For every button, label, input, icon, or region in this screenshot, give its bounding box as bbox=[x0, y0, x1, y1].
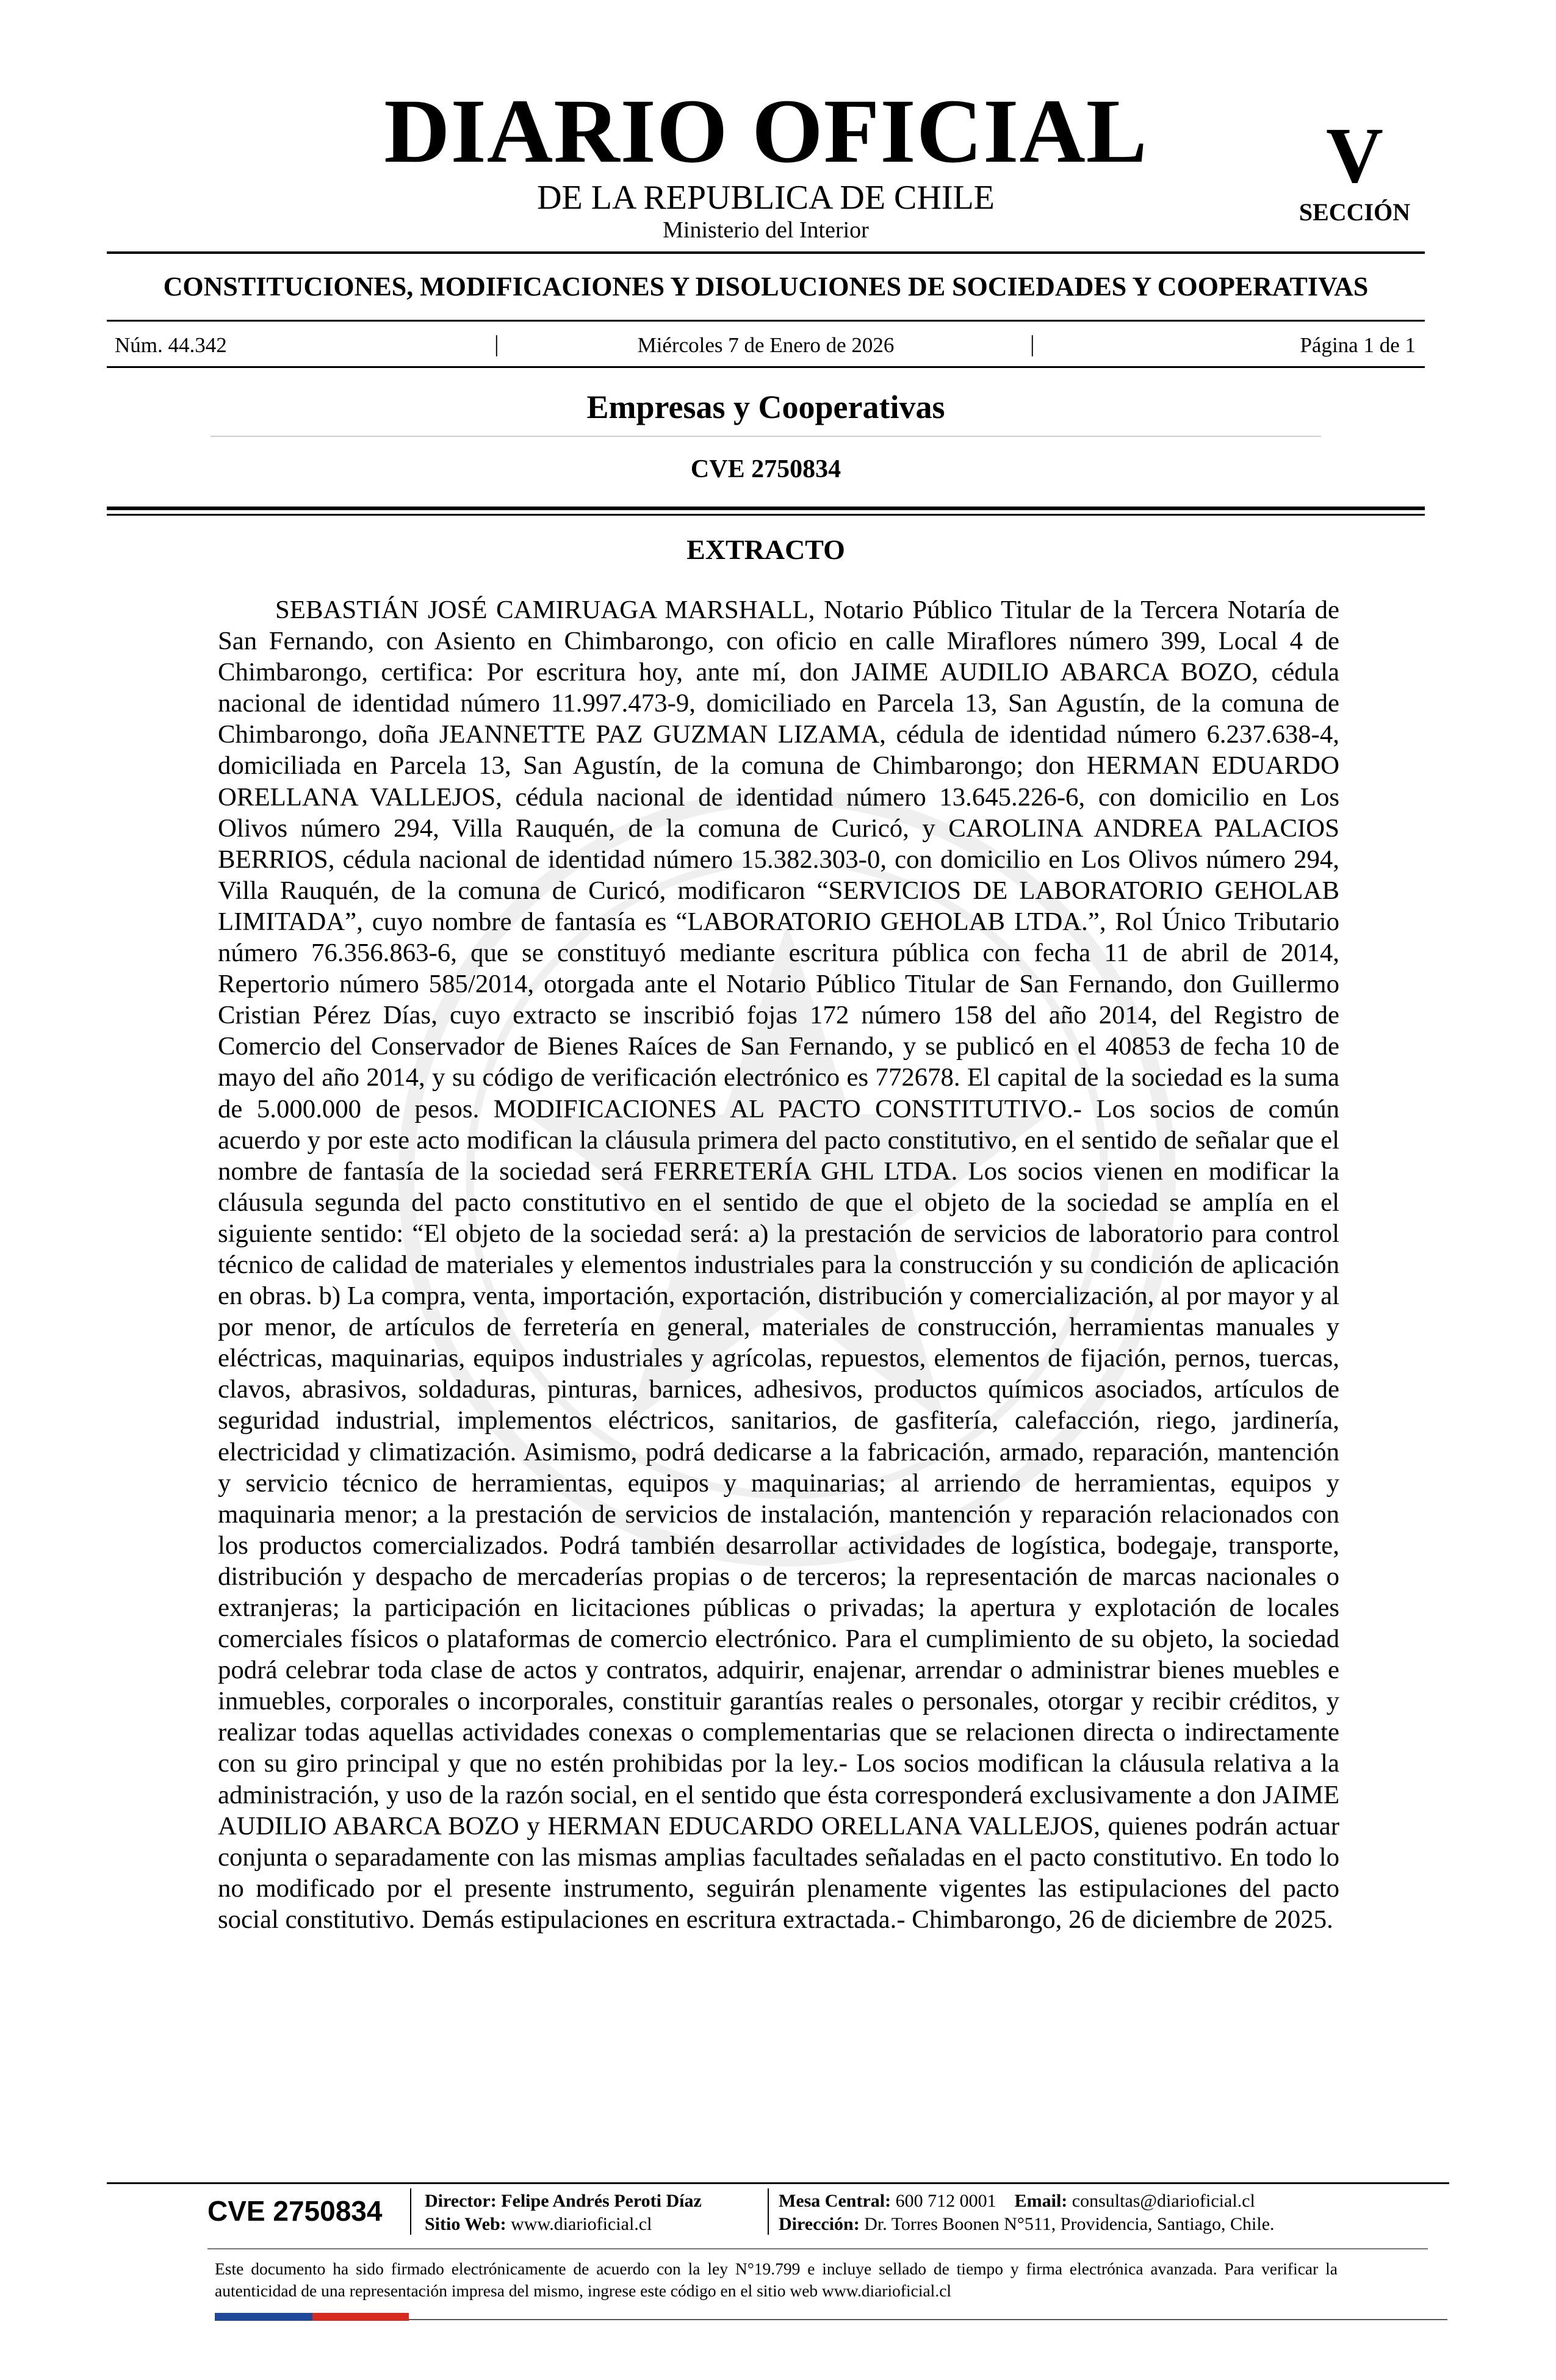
masthead-ministry: Ministerio del Interior bbox=[663, 217, 869, 243]
footer-website bbox=[425, 2213, 702, 2236]
footer-director bbox=[425, 2190, 702, 2213]
masthead-subtitle: DE LA REPUBLICA DE CHILE bbox=[537, 179, 995, 217]
flag-red-segment bbox=[312, 2313, 409, 2321]
issue-separator: | bbox=[494, 331, 499, 357]
divider bbox=[107, 251, 1425, 254]
divider bbox=[211, 436, 1321, 437]
footer-notice: Este documento ha sido firmado electrónicamente de acuerdo con la ley N°19.799 e incluye sellado de tiempo y firma electrónica avanzada. Para verificar la autenticidad de una representación impresa del mismo, ingrese este código en el sitio web www.diarioficial.cl bbox=[215, 2259, 1338, 2300]
document-heading: EXTRACTO bbox=[686, 534, 845, 565]
section-letter: V bbox=[1326, 112, 1383, 200]
flag-blue-segment bbox=[215, 2313, 312, 2321]
address-label: Dirección: bbox=[779, 2214, 860, 2234]
website-label: Sitio Web: bbox=[425, 2214, 506, 2234]
footer-divider bbox=[207, 2248, 1428, 2249]
category-title: CONSTITUCIONES, MODIFICACIONES Y DISOLUCIONES DE SOCIEDADES Y COOPERATIVAS bbox=[163, 272, 1369, 301]
address-value: Dr. Torres Boonen N°511, Providencia, Santiago, Chile. bbox=[864, 2214, 1275, 2234]
cve-code: CVE 2750834 bbox=[690, 455, 841, 483]
email-link[interactable]: consultas@diarioficial.cl bbox=[1072, 2191, 1255, 2211]
divider bbox=[107, 514, 1425, 516]
footer-separator bbox=[410, 2188, 411, 2235]
issue-date: Miércoles 7 de Enero de 2026 bbox=[637, 333, 895, 357]
footer-phone-email bbox=[779, 2190, 1275, 2213]
subsection-title: Empresas y Cooperativas bbox=[586, 389, 945, 425]
flag-color-bar bbox=[215, 2313, 409, 2321]
issue-page: Página 1 de 1 bbox=[1300, 333, 1416, 357]
divider bbox=[107, 320, 1425, 322]
footer-contact-left bbox=[425, 2190, 702, 2236]
section-label: SECCIÓN bbox=[1298, 198, 1411, 226]
phone-value: 600 712 0001 bbox=[895, 2191, 996, 2211]
footer-contact-right bbox=[779, 2190, 1275, 2236]
email-label: Email: bbox=[1014, 2191, 1068, 2211]
footer-address bbox=[779, 2213, 1275, 2236]
divider bbox=[107, 507, 1425, 510]
director-value: Felipe Andrés Peroti Díaz bbox=[501, 2191, 702, 2211]
masthead-title: DIARIO OFICIAL bbox=[384, 81, 1148, 182]
footer-divider bbox=[107, 2182, 1449, 2184]
issue-separator: | bbox=[1030, 331, 1035, 357]
issue-number: Núm. 44.342 bbox=[115, 333, 227, 357]
footer-cve-code: CVE 2750834 bbox=[207, 2195, 383, 2227]
divider bbox=[107, 366, 1425, 368]
website-link[interactable]: www.diarioficial.cl bbox=[511, 2214, 652, 2234]
footer-separator bbox=[768, 2188, 769, 2235]
director-label: Director: bbox=[425, 2191, 497, 2211]
phone-label: Mesa Central: bbox=[779, 2191, 891, 2211]
document-body: SEBASTIÁN JOSÉ CAMIRUAGA MARSHALL, Notario Público Titular de la Tercera Notaría de San Fernando, con Asiento en Chimbarongo, con oficio en calle Miraflores número 399, Local 4 de Chimbarongo, certifica: Por escritura hoy, ante mí, don JAIME AUDILIO ABARCA BOZO, cédula nacional de identidad número 11.997.473-9, domiciliado en Parcela 13, San Agustín, de la comuna de Chimbarongo, doña JEANNETTE PAZ GUZMAN LIZAMA, cédula de identidad número 6.237.638-4, domiciliada en Parcela 13, San Agustín, de la comuna de Chimbarongo; don HERMAN EDUARDO ORELLANA VALLEJOS, cédula nacional de identidad número 13.645.226-6, con domicilio en Los Olivos número 294, Villa Rauquén, de la comuna de Curicó, y CAROLINA ANDREA PALACIOS BERRIOS, cédula nacional de identidad número 15.382.303-0, con domicilio en Los Olivos número 294, Villa Rauquén, de la comuna de Curicó, modificaron “SERVICIOS DE LABORATORIO GEHOLAB LIMITADA”, cuyo nombre de fantasía es “LABORATORIO GEHOLAB LTDA.”, Rol Único Tributario número 76.356.863-6, que se constituyó mediante escritura pública con fecha 11 de abril de 2014, Repertorio número 585/2014, otorgada ante el Notario Público Titular de San Fernando, don Guillermo Cristian Pérez Días, cuyo extracto se inscribió fojas 172 número 158 del año 2014, del Registro de Comercio del Conservador de Bienes Raíces de San Fernando, y se publicó en el 40853 de fecha 10 de mayo del año 2014, y su código de verificación electrónico es 772678. El capital de la sociedad es la suma de 5.000.000 de pesos. MODIFICACIONES AL PACTO CONSTITUTIVO.- Los socios de común acuerdo y por este acto modifican la cláusula primera del pacto constitutivo, en el sentido de señalar que el nombre de fantasía de la sociedad será FERRETERÍA GHL LTDA. Los socios vienen en modificar la cláusula segunda del pacto constitutivo en el sentido de que el objeto de la sociedad se amplía en el siguiente sentido: “El objeto de la sociedad será: a) la prestación de servicios de laboratorio para control técnico de calidad de materiales y elementos industriales para la construcción y su condición de aplicación en obras. b) La compra, venta, importación, exportación, distribución y comercialización, al por mayor y al por menor, de artículos de ferretería en general, materiales de construcción, herramientas manuales y eléctricas, maquinarias, equipos industriales y agrícolas, repuestos, elementos de fijación, pernos, tuercas, clavos, abrasivos, soldaduras, pinturas, barnices, adhesivos, productos químicos asociados, artículos de seguridad industrial, implementos eléctricos, sanitarios, de gasfitería, calefacción, riego, jardinería, electricidad y climatización. Asimismo, podrá dedicarse a la fabricación, armado, reparación, mantención y servicio técnico de herramientas, equipos y maquinarias; al arriendo de herramientas, equipos y maquinaria menor; a la prestación de servicios de instalación, mantención y reparación relacionados con los productos comercializados. Podrá también desarrollar actividades de logística, bodegaje, transporte, distribución y despacho de mercaderías propias o de terceros; la representación de marcas nacionales o extranjeras; la participación en licitaciones públicas o privadas; la apertura y explotación de locales comerciales físicos o plataformas de comercio electrónico. Para el cumplimiento de su objeto, la sociedad podrá celebrar toda clase de actos y contratos, adquirir, enajenar, arrendar o administrar bienes muebles e inmuebles, corporales o incorporales, constituir garantías reales o personales, otorgar y recibir créditos, y realizar todas aquellas actividades conexas o complementarias que se relacionen directa o indirectamente con su giro principal y que no estén prohibidas por la ley.- Los socios modifican la cláusula relativa a la administración, y uso de la razón social, en el sentido que ésta corresponderá exclusivamente a don JAIME AUDILIO ABARCA BOZO y HERMAN EDUCARDO ORELLANA VALLEJOS, quienes podrán actuar conjunta o separadamente con las mismas amplias facultades señaladas en el pacto constitutivo. En todo lo no modificado por el presente instrumento, seguirán plenamente vigentes las estipulaciones del pacto social constitutivo. Demás estipulaciones en escritura extractada.- Chimbarongo, 26 de diciembre de 2025. bbox=[218, 596, 1339, 1934]
